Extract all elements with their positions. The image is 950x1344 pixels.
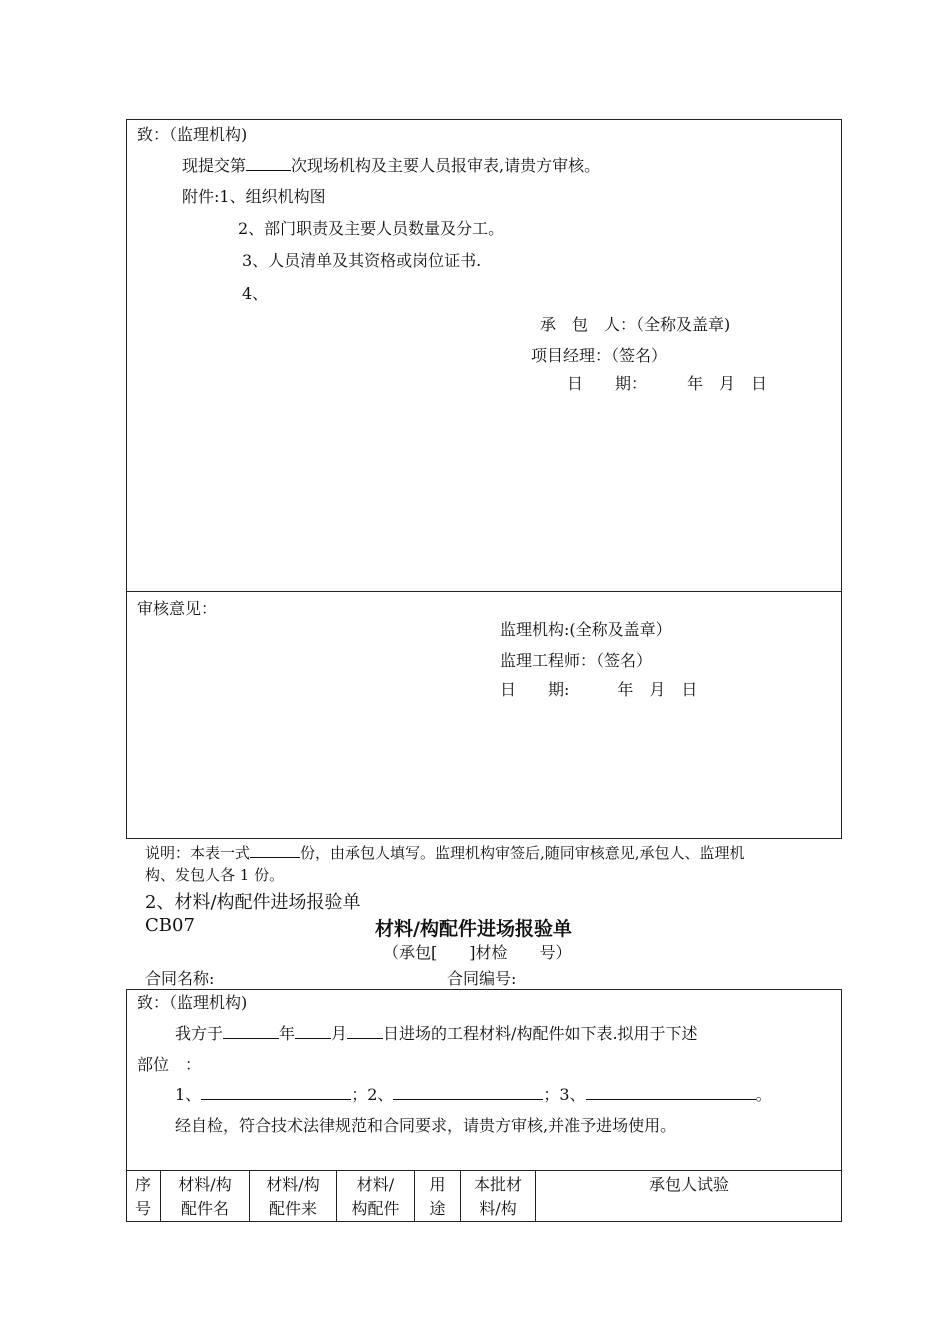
- parts-end: 。: [755, 1085, 772, 1104]
- note-pre: 说明：本表一式: [145, 844, 251, 862]
- form2-line4: 经自检，符合技术法律规范和合同要求，请贵方审核,并准予进场使用。: [175, 1116, 677, 1135]
- form1-engineer: 监理工程师：（签名）: [500, 651, 653, 670]
- col-source-l2: 配件来: [268, 1199, 317, 1218]
- form2-line1: [175, 1021, 698, 1044]
- col-parts: [337, 1171, 415, 1222]
- col-test-l1: 承包人试验: [648, 1175, 729, 1194]
- line1-a: 我方于: [175, 1024, 224, 1043]
- form1-attach4: 4、: [242, 284, 269, 303]
- form1-submit-pre: 现提交第: [182, 156, 247, 175]
- col-name: [161, 1171, 250, 1222]
- col-name-l2: 配件名: [180, 1199, 229, 1218]
- blank-part1-field[interactable]: [201, 1083, 351, 1100]
- section2-subtitle: （承包[ ]材检 号）: [383, 943, 572, 962]
- form1-to: 致：（监理机构): [137, 125, 248, 144]
- form1-submit-line: [182, 153, 600, 176]
- form1-pm: 项目经理：（签名）: [531, 346, 668, 365]
- col-seq: [126, 1171, 161, 1222]
- line1-c: 月: [331, 1024, 348, 1043]
- form2-line2: 部位 ：: [137, 1055, 202, 1074]
- blank-part3-field[interactable]: [586, 1083, 756, 1100]
- form1-note-line1: [145, 842, 745, 863]
- col-parts-l2: 构配件: [351, 1199, 400, 1218]
- form1-attach3: 3、人员清单及其资格或岗位证书.: [242, 251, 482, 270]
- form1-date2: 日 期: 年 月 日: [500, 680, 698, 699]
- line1-b: 年: [279, 1024, 296, 1043]
- blank-count-field[interactable]: [246, 154, 291, 171]
- col-source: [250, 1171, 337, 1222]
- form1-date: 日 期： 年 月 日: [567, 374, 768, 393]
- col-source-l1: 材料/构: [266, 1175, 320, 1194]
- part1-label: 1、: [175, 1085, 202, 1104]
- blank-copies-field[interactable]: [250, 842, 300, 858]
- col-batch-l1: 本批材: [473, 1175, 522, 1194]
- form1-attach1: 附件:1、组织机构图: [182, 187, 326, 206]
- col-use-l2: 途: [429, 1199, 446, 1218]
- section2-title: 材料/构配件进场报验单: [375, 918, 572, 940]
- col-batch-l2: 料/构: [479, 1199, 517, 1218]
- part3-label: ；3、: [543, 1085, 586, 1104]
- form1-submit-post: 次现场机构及主要人员报审表,请贵方审核。: [291, 156, 601, 175]
- col-parts-l1: 材料/: [356, 1175, 395, 1194]
- col-seq-l2: 号: [134, 1199, 151, 1218]
- col-seq-l1: 序: [134, 1175, 151, 1194]
- form1-contractor: 承 包 人：（全称及盖章): [540, 315, 731, 334]
- blank-year-field[interactable]: [223, 1022, 279, 1039]
- col-name-l1: 材料/构: [178, 1175, 232, 1194]
- part2-label: ；2、: [351, 1085, 394, 1104]
- blank-part2-field[interactable]: [393, 1083, 543, 1100]
- form1-review-label: 审核意见：: [137, 599, 218, 618]
- col-use: [415, 1171, 461, 1222]
- form1-supervisor: 监理机构:(全称及盖章）: [500, 620, 672, 639]
- line1-d: 日进场的工程材料/构配件如下表.拟用于下述: [383, 1024, 698, 1043]
- section2-heading: 2、材料/构配件进场报验单: [145, 892, 361, 913]
- contract-no-label: 合同编号:: [447, 969, 517, 988]
- blank-month-field[interactable]: [295, 1022, 331, 1039]
- form2-parts-line: [175, 1082, 772, 1105]
- contract-name-label: 合同名称:: [145, 969, 215, 988]
- form1-review-box: [126, 591, 842, 839]
- form1-note-line2: 构、发包人各 1 份。: [145, 866, 285, 884]
- form1-attach2: 2、部门职责及主要人员数量及分工。: [238, 219, 505, 238]
- col-use-l1: 用: [429, 1175, 446, 1194]
- col-test: [536, 1171, 842, 1222]
- form2-to: 致：（监理机构): [137, 993, 248, 1012]
- section2-code: CB07: [145, 915, 195, 936]
- col-batch: [461, 1171, 536, 1222]
- note-post: 份，由承包人填写。监理机构审签后,随同审核意见,承包人、监理机: [300, 844, 745, 862]
- blank-day-field[interactable]: [347, 1022, 383, 1039]
